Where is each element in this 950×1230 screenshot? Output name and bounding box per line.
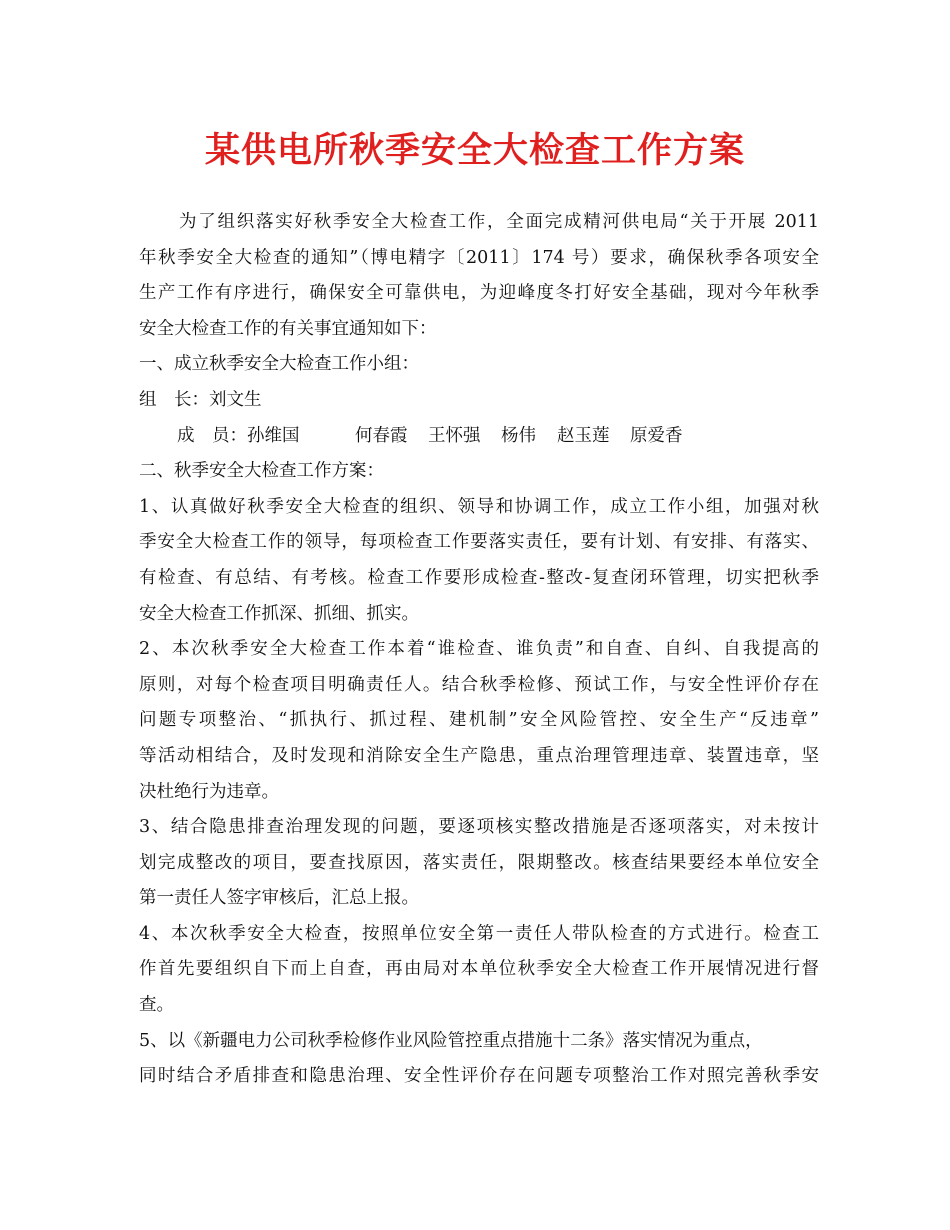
group-leader-line: 组 长：刘文生 [139, 389, 262, 410]
group-members-line [139, 419, 819, 455]
members-label: 成 员：孙维国 [177, 425, 300, 446]
document-title: 某供电所秋季安全大检查工作方案 [204, 130, 745, 171]
paragraph-line: 4、本次秋季安全大检查，按照单位安全第一责任人带队检查的方式进行。检查工 [139, 923, 819, 944]
paragraph-line: 2、本次秋季安全大检查工作本着“谁检查、谁负责”和自查、自纠、自我提高的 [139, 639, 819, 660]
document-body [139, 205, 819, 1095]
paragraph-line: 作首先要组织自下而上自查，再由局对本单位秋季安全大检查工作开展情况进行督 [139, 959, 819, 980]
paragraph-line: 第一责任人签字审核后，汇总上报。 [139, 888, 419, 909]
paragraph-line: 划完成整改的项目，要查找原因，落实责任，限期整改。核查结果要经本单位安全 [139, 852, 819, 873]
paragraph-line: 年秋季安全大检查的通知”（博电精字〔2011〕174 号）要求，确保秋季各项安全 [139, 247, 819, 268]
paragraph-line: 查。 [139, 995, 174, 1016]
section-heading: 一、成立秋季安全大检查工作小组： [139, 354, 419, 375]
member-name: 何春霞 [355, 425, 408, 446]
paragraph-line: 1、认真做好秋季安全大检查的组织、领导和协调工作，成立工作小组，加强对秋 [139, 496, 819, 517]
member-name: 王怀强 [428, 425, 481, 446]
member-name: 赵玉莲 [557, 425, 610, 446]
section-heading: 二、秋季安全大检查工作方案： [139, 461, 384, 482]
member-name: 杨伟 [501, 425, 536, 446]
paragraph-line: 安全大检查工作抓深、抓细、抓实。 [139, 603, 419, 624]
paragraph-line: 等活动相结合，及时发现和消除安全生产隐患，重点治理管理违章、装置违章，坚 [139, 745, 819, 766]
paragraph-line: 为了组织落实好秋季安全大检查工作，全面完成精河供电局“关于开展 2011 [179, 212, 819, 232]
paragraph-line: 原则，对每个检查项目明确责任人。结合秋季检修、预试工作，与安全性评价存在 [139, 674, 819, 695]
paragraph-line: 决杜绝行为违章。 [139, 781, 279, 802]
paragraph-line: 5、以《新疆电力公司秋季检修作业风险管控重点措施十二条》落实情况为重点， [139, 1030, 763, 1051]
paragraph-line: 季安全大检查工作的领导，每项检查工作要落实责任，要有计划、有安排、有落实、 [139, 532, 819, 553]
paragraph-line: 3、结合隐患排查治理发现的问题，要逐项核实整改措施是否逐项落实，对未按计 [139, 817, 819, 838]
member-name: 原爱香 [630, 425, 683, 446]
paragraph-line: 生产工作有序进行，确保安全可靠供电，为迎峰度冬打好安全基础，现对今年秋季 [139, 283, 819, 304]
paragraph-line: 同时结合矛盾排查和隐患治理、安全性评价存在问题专项整治工作对照完善秋季安 [139, 1066, 819, 1087]
paragraph-line: 安全大检查工作的有关事宜通知如下： [139, 318, 437, 339]
paragraph-line: 有检查、有总结、有考核。检查工作要形成检查-整改-复查闭环管理，切实把秋季 [139, 567, 819, 588]
paragraph-line: 问题专项整治、“抓执行、抓过程、建机制”安全风险管控、安全生产“反违章” [139, 710, 819, 731]
